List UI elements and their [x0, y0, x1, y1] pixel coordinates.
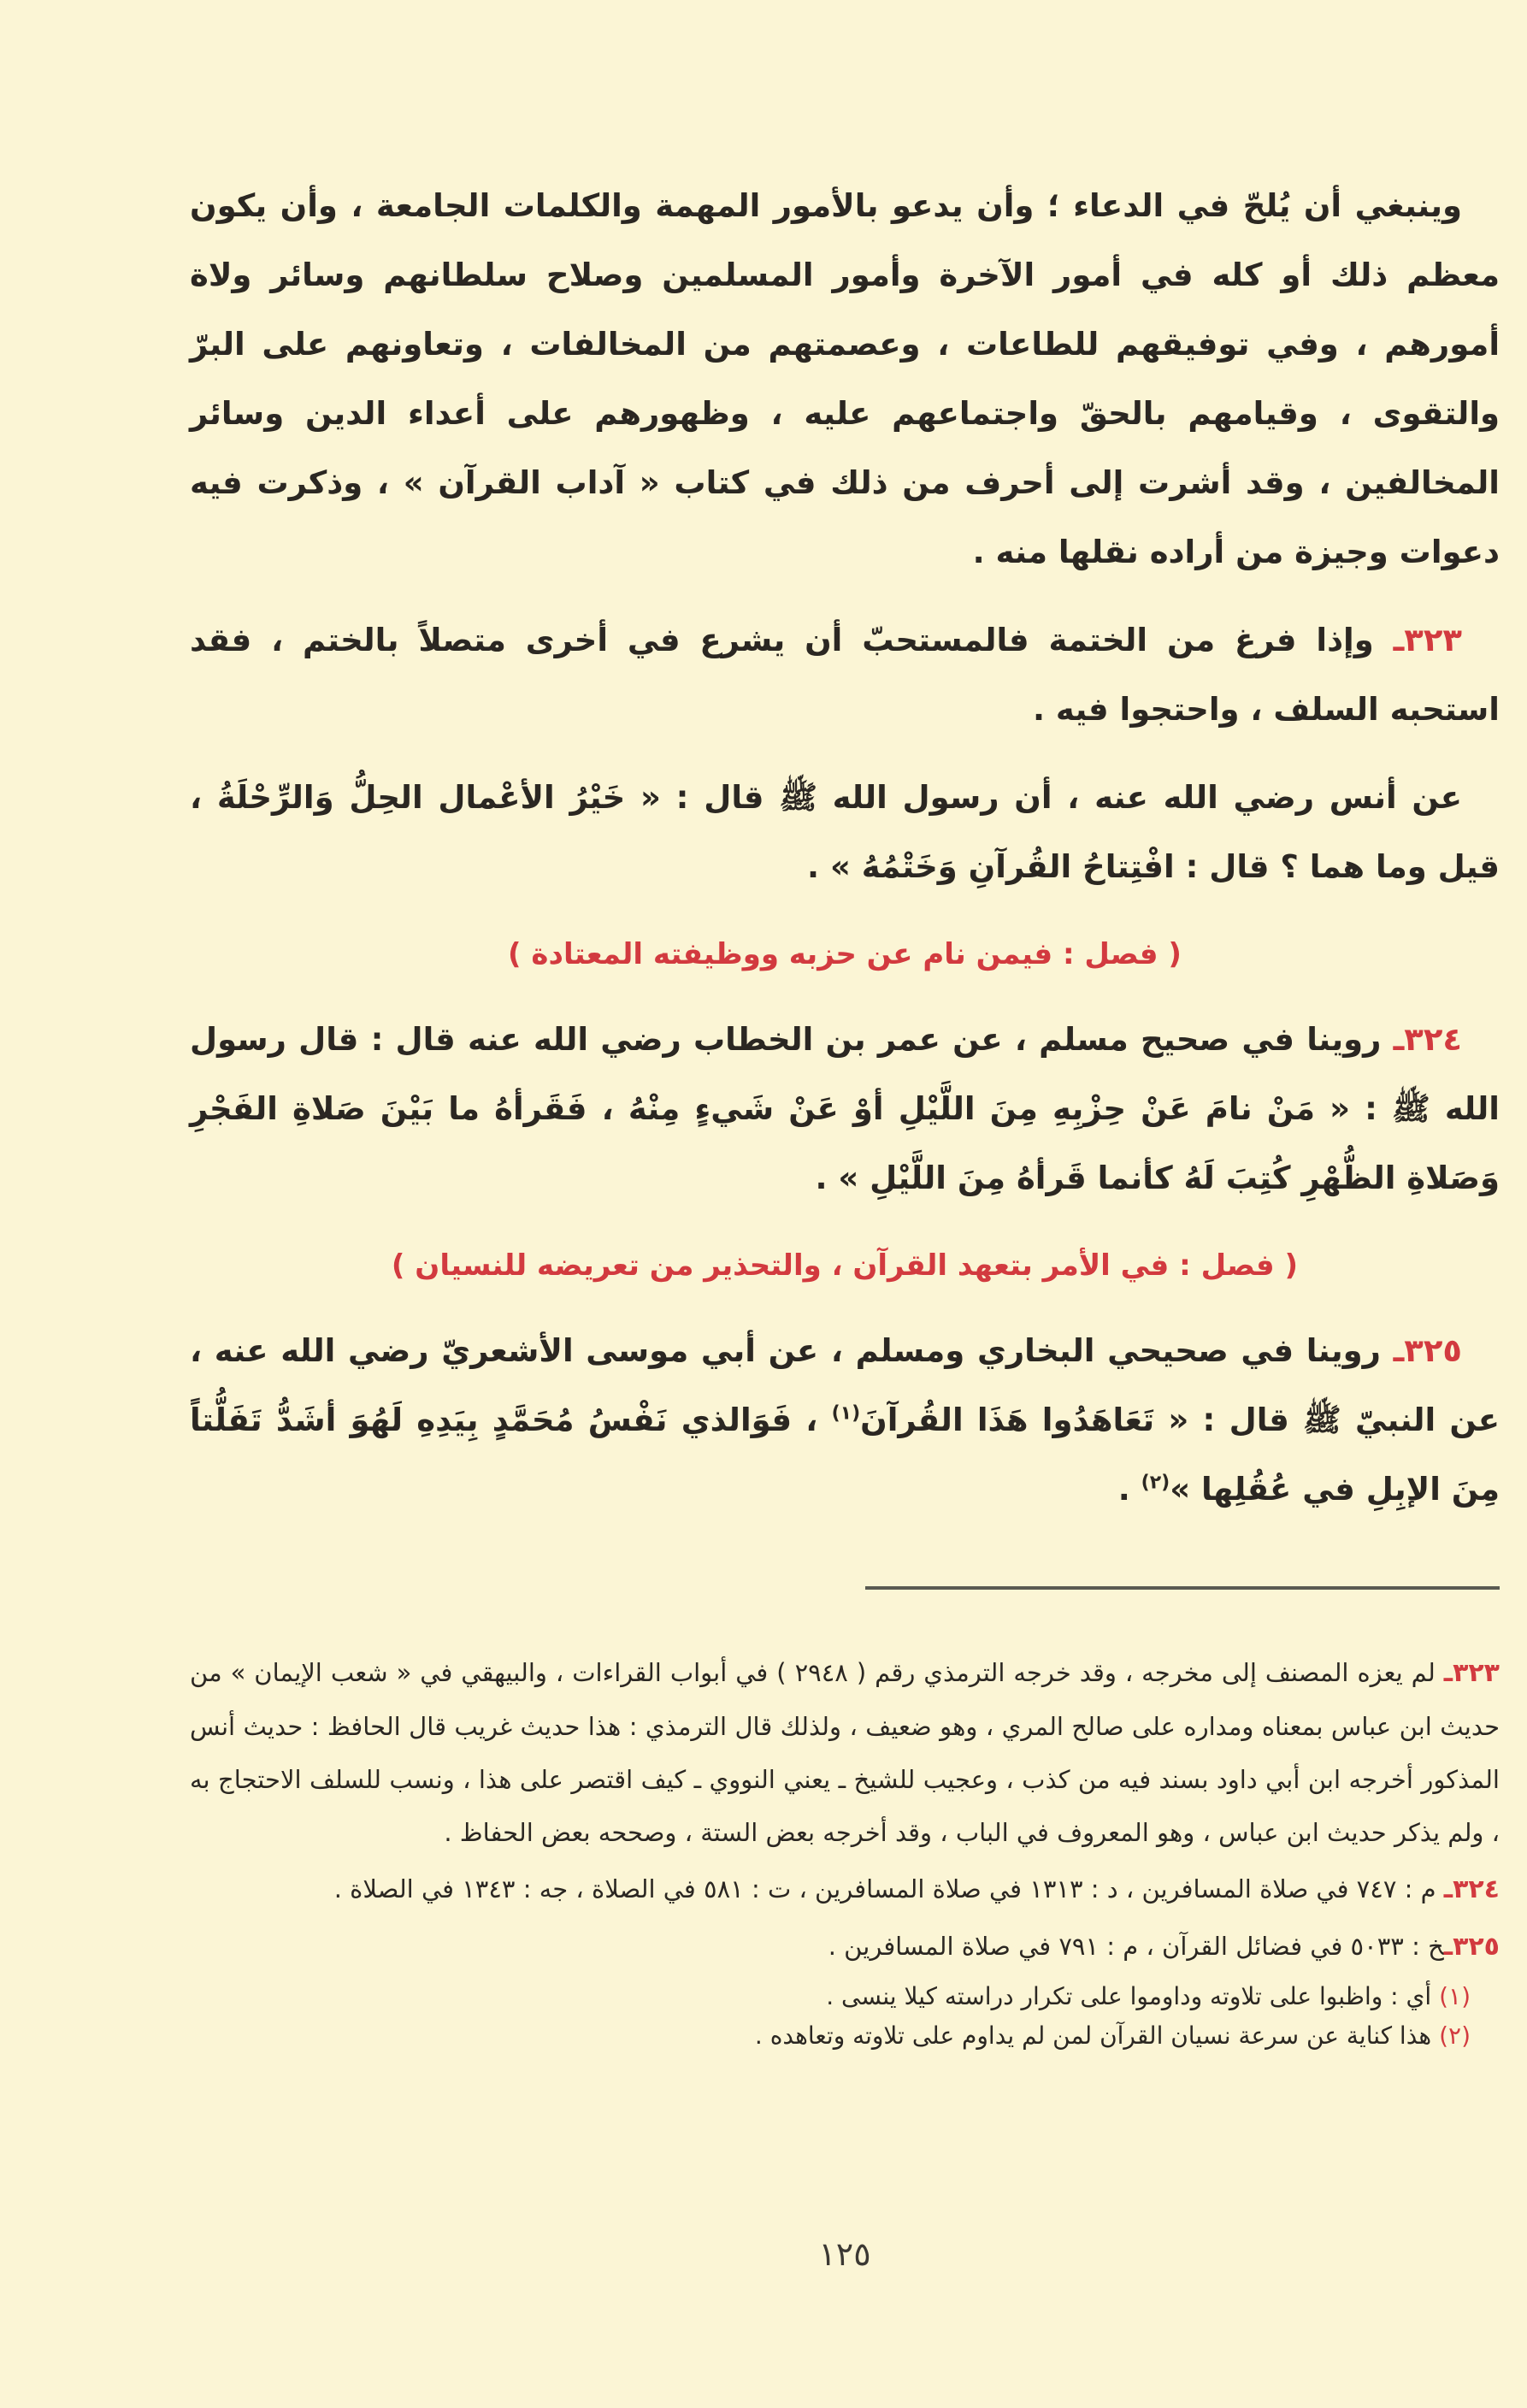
footnote-separator — [865, 1586, 1500, 1590]
book-page — [190, 0, 1500, 2408]
footnote-number: ٣٢٣ـ — [1443, 1658, 1500, 1688]
hadith-text: خَيْرُ الأعْمال الحِلُّ وَالرِّحْلَةُ — [216, 779, 626, 816]
section-heading: ( فصل : في الأمر بتعهد القرآن ، والتحذير من تعريضه للنسيان ) — [391, 1248, 1299, 1283]
main-text-body — [190, 171, 1500, 1524]
sub-note-1 — [190, 1977, 1500, 2016]
section-heading: ( فصل : فيمن نام عن حزبه ووظيفته المعتادة ) — [508, 937, 1182, 971]
footnote-text: م : ٧٤٧ في صلاة المسافرين ، د : ١٣١٣ في صلاة المسافرين ، ت : ٥٨١ في الصلاة ، جه : ١٣٤٣ في الصلاة . — [333, 1874, 1444, 1903]
hadith-text: تَعَاهَدُوا هَذَا القُرآنَ — [860, 1402, 1155, 1438]
item-323-narration — [190, 763, 1500, 901]
hadith-text: ، فَوَالذي نَفْسُ مُحَمَّدٍ بِيَدِهِ لَهُوَ أشَدُّ تَفَلُّتاً مِنَ الإبِلِ في عُقُلِها — [190, 1402, 1500, 1508]
item-324 — [190, 1005, 1500, 1213]
footnote-text: خ : ٥٠٣٣ في فضائل القرآن ، م : ٧٩١ في صلاة المسافرين . — [828, 1932, 1444, 1961]
item-text: روينا في صحيحي البخاري ومسلم ، عن أبي موسى الأشعريّ رضي الله عنه ، عن النبيّ ﷺ قال : « — [190, 1332, 1500, 1438]
footnote-ref[interactable]: (٢) — [1141, 1472, 1170, 1494]
hadith-text: افْتِتاحُ القُرآنِ وَخَتْمُهُ — [861, 848, 1175, 885]
item-number: ٣٢٤ـ — [1393, 1021, 1462, 1058]
sub-note-2 — [190, 2016, 1500, 2056]
footnote-324 — [190, 1862, 1500, 1916]
item-325 — [190, 1316, 1500, 1524]
item-number: ٣٢٥ـ — [1393, 1332, 1462, 1369]
item-text: وإذا فرغ من الختمة فالمستحبّ أن يشرع في أخرى متصلاً بالختم ، فقد استحبه السلف ، واحتجوا فيه . — [190, 622, 1500, 728]
item-text: روينا في صحيح مسلم ، عن عمر بن الخطاب رضي الله عنه قال : قال رسول الله ﷺ : « — [190, 1021, 1500, 1127]
sub-note-text: أي : واظبوا على تلاوته وداوموا على تكرار دراسته كيلا ينسى . — [826, 1982, 1440, 2010]
footnote-text: لم يعزه المصنف إلى مخرجه ، وقد خرجه الترمذي رقم ( ٢٩٤٨ ) في أبواب القراءات ، والبيهقي في « شعب الإيمان » من حديث ابن عباس بمعناه ومداره على صالح المري ، وهو ضعيف ، ولذلك قال الترمذي : هذا حديث غريب قال الحافظ : حديث أنس المذكور أخرجه ابن أبي داود بسند فيه من كذب ، وعجيب للشيخ ـ يعني النووي ـ كيف اقتصر على هذا ، ونسب للسلف الاحتجاج به ، ولم يذكر حديث ابن عباس ، وهو المعروف في الباب ، وقد أخرجه بعض الستة ، وصححه بعض الحفاظ . — [190, 1658, 1500, 1847]
footnote-325 — [190, 1920, 1500, 1974]
sub-note-mark: (١) — [1439, 1982, 1471, 2010]
sub-note-mark: (٢) — [1439, 2021, 1471, 2050]
footnote-number: ٣٢٥ـ — [1443, 1932, 1500, 1962]
narration-lead: عن أنس رضي الله عنه ، أن رسول الله ﷺ قال : « — [625, 779, 1462, 816]
footnote-ref[interactable]: (١) — [831, 1402, 861, 1425]
hadith-text: مَنْ نامَ عَنْ حِزْبِهِ مِنَ اللَّيْلِ أوْ عَنْ شَيءٍ مِنْهُ ، فَقَرأهُ ما بَيْنَ صَلاةِ الفَجْرِ وَصَلاةِ الظُّهْرِ كُتِبَ لَهُ كأنما قَرأهُ مِنَ اللَّيْلِ — [190, 1090, 1500, 1196]
footnote-number: ٣٢٤ـ — [1443, 1874, 1500, 1904]
item-323 — [190, 605, 1500, 744]
narration-end: » . — [807, 848, 862, 885]
end-quote: » — [1170, 1471, 1201, 1508]
narration-mid: ، قيل وما هما ؟ قال : — [190, 779, 1500, 885]
footnotes — [190, 1646, 1500, 2056]
item-end: . — [1117, 1471, 1141, 1508]
footnote-323 — [190, 1646, 1500, 1859]
item-number: ٣٢٣ـ — [1393, 622, 1462, 658]
item-end: » . — [815, 1160, 870, 1196]
sub-note-text: هذا كناية عن سرعة نسيان القرآن لمن لم يداوم على تلاوته وتعاهده . — [754, 2021, 1440, 2050]
intro-paragraph: وينبغي أن يُلحّ في الدعاء ؛ وأن يدعو بالأمور المهمة والكلمات الجامعة ، وأن يكون معظم ذلك أو كله في أمور الآخرة وأمور المسلمين وصلاح سلطانهم وسائر ولاة أمورهم ، وفي توفيقهم للطاعات ، وعصمتهم من المخالفات ، وتعاونهم على البرّ والتقوى ، وقيامهم بالحقّ واجتماعهم عليه ، وظهورهم على أعداء الدين وسائر المخالفين ، وقد أشرت إلى أحرف من ذلك في كتاب « آداب القرآن » ، وذكرت فيه دعوات وجيزة من أراده نقلها منه . — [190, 187, 1500, 570]
page-number: ١٢٥ — [818, 2235, 871, 2273]
